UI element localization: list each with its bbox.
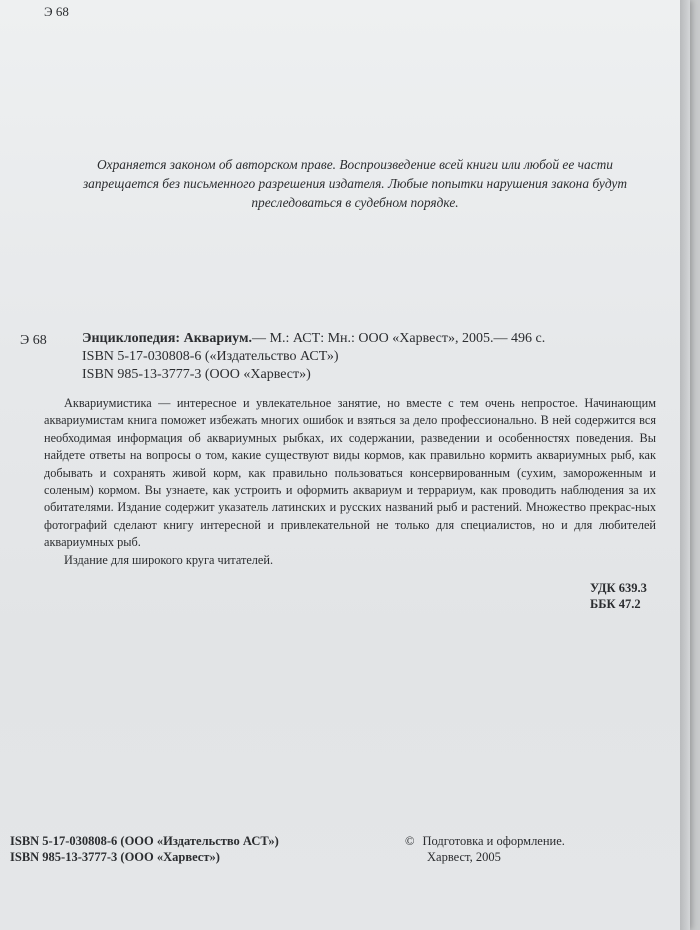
bbk-code: ББК 47.2 xyxy=(590,597,641,611)
copyright-icon: © xyxy=(405,834,415,848)
isbn-block xyxy=(10,833,279,865)
isbn-bottom-2: ISBN 985-13-3777-3 (ООО «Харвест») xyxy=(10,850,220,864)
prep-line-2: Харвест, 2005 xyxy=(427,850,501,864)
biblio-title-line xyxy=(82,330,642,348)
classification-codes xyxy=(590,580,647,612)
biblio-title: Энциклопедия: Аквариум. xyxy=(82,331,253,346)
corner-code: Э 68 xyxy=(44,4,69,19)
audience-note: Издание для широкого круга читателей. xyxy=(64,552,274,567)
biblio-imprint: — М.: АСТ: Мн.: ООО «Харвест», 2005.— 496 с. xyxy=(252,331,546,346)
prep-line-1: Подготовка и оформление. xyxy=(422,834,565,848)
production-credit xyxy=(405,833,565,865)
udc-code: УДК 639.3 xyxy=(590,581,647,595)
abstract-paragraph: Аквариумистика — интересное и увлекательное занятие, но вместе с тем очень непростое. Начинающим аквариумистам книга поможет избежать многих ошибок и взяться за дело профессионально. В ней содержится вся необходимая информация об аквариумных рыбках, их содержании, разведении и особенностях поведения. Вы найдете ответы на вопросы о том, какие существуют виды кормов, как правильно кормить аквариумных рыб, как добывать и сохранять живой корм, как правильно пользоваться консервированным (сухим, замороженным и соленым) кормом. Вы узнаете, как устроить и оформить аквариум и террариум, как проводить наблюдения за их обитателями. Издание содержит указатель латинских и русских названий рыб и растений. Множество прекрас-ных фотографий сделают книгу интересной и привлекательной не только для специалистов, но и для любителей аквариумных рыб. xyxy=(44,396,656,550)
biblio-isbn-2: ISBN 985-13-3777-3 (ООО «Харвест») xyxy=(82,367,311,382)
copyright-notice: Охраняется законом об авторском праве. Воспроизведение всей книги или любой ее части запрещается без письменного разрешения издателя. Любые попытки нарушения закона будут преследоваться в судебном порядке. xyxy=(82,157,628,210)
page-edge xyxy=(680,0,690,930)
bibliographic-record xyxy=(82,330,642,384)
biblio-code: Э 68 xyxy=(20,333,47,348)
biblio-isbn-1: ISBN 5-17-030808-6 («Издательство АСТ») xyxy=(82,349,339,364)
abstract xyxy=(44,395,656,569)
isbn-bottom-1: ISBN 5-17-030808-6 (ООО «Издательство АСТ») xyxy=(10,834,279,848)
